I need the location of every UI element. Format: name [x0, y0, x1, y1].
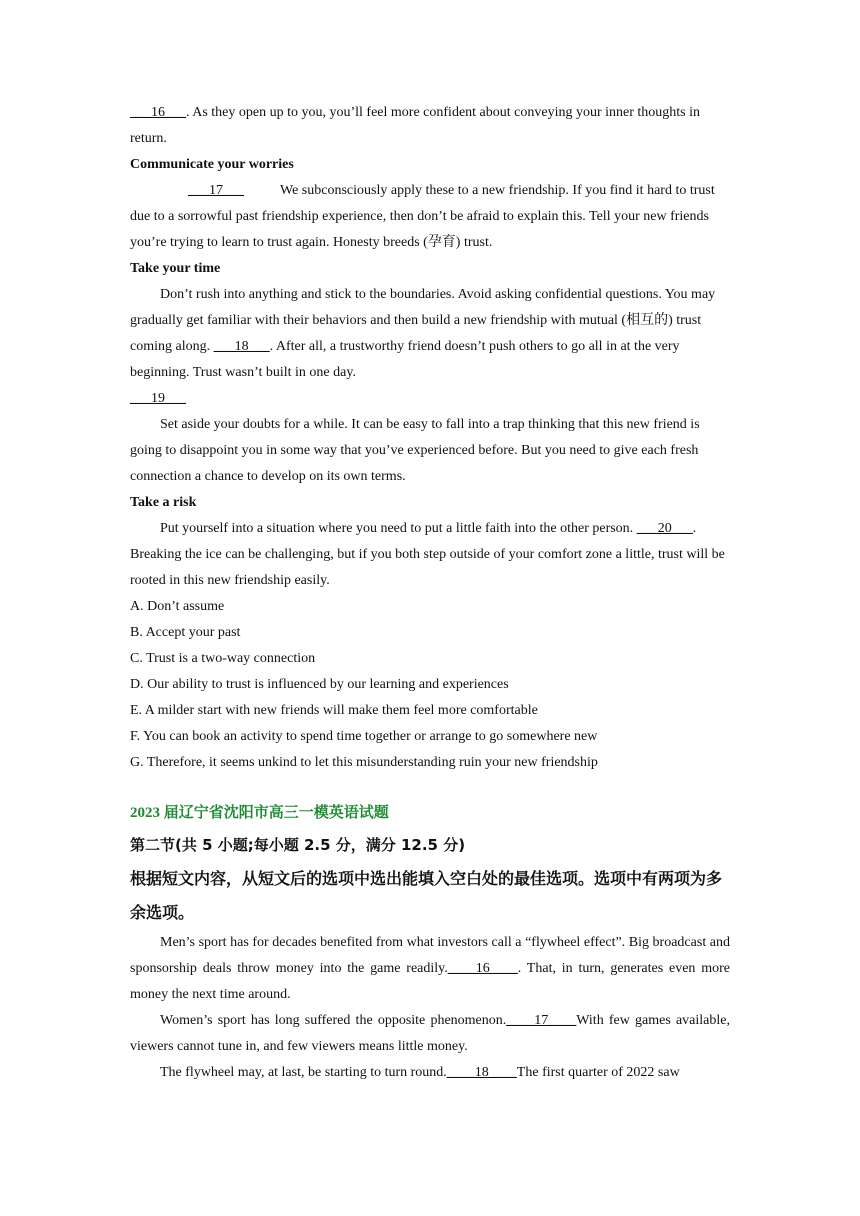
- passage2-paragraph-2-text-a: Women’s sport has long suffered the opposite phenomenon.: [160, 1013, 507, 1028]
- blank-17: ___17___: [188, 183, 244, 198]
- passage2-paragraph-1: [130, 930, 730, 1008]
- passage2-paragraph-1-text-a: Men’s sport has for decades benefited from what investors call a “flywheel effect”. Big broadcast and sponsorship deals throw money into the game readily.: [130, 935, 730, 976]
- blank-19: ___19___: [130, 391, 186, 406]
- heading-communicate-worries: Communicate your worries: [130, 157, 294, 172]
- passage2-paragraph-3: [130, 1060, 730, 1086]
- section-subtitle: 第二节(共 5 小题;每小题 2.5 分，满分 12.5 分): [130, 836, 466, 854]
- option-c: C. Trust is a two-way connection: [130, 651, 316, 666]
- paragraph-17: [130, 178, 730, 256]
- paragraph-16-text: . As they open up to you, you’ll feel more confident about conveying your inner thoughts in return.: [130, 105, 701, 146]
- heading-blank-19: [130, 386, 730, 412]
- passage2-paragraph-3-text-b: The first quarter of 2022 saw: [516, 1065, 680, 1080]
- section-instructions: 根据短文内容，从短文后的选项中选出能填入空白处的最佳选项。选项中有两项为多余选项。: [130, 869, 723, 922]
- passage2-blank-18: ____18____: [446, 1065, 517, 1080]
- paragraph-20-text-b: . Breaking the ice can be challenging, but if you both step outside of your comfort zone a little, trust will be rooted in this new friendship easily.: [130, 521, 725, 588]
- exam-title: 2023 届辽宁省沈阳市高三一模英语试题: [130, 805, 389, 821]
- passage2-blank-16: ____16____: [447, 961, 518, 976]
- paragraph-19: Set aside your doubts for a while. It can be easy to fall into a trap thinking that this new friend is going to disappoint you in some way that you’ve experienced before. But you need to give each fresh connection a chance to develop on its own terms.: [130, 417, 700, 484]
- paragraph-18-text-a: Don’t rush into anything and stick to the boundaries. Avoid asking confidential questions. You may gradually get familiar with their behaviors and then build a new friendship with mutual (相互的) trust coming along.: [130, 287, 716, 354]
- heading-take-a-risk: Take a risk: [130, 495, 197, 510]
- paragraph-18-text-b: . After all, a trustworthy friend doesn’t push others to go all in at the very beginning. Trust wasn’t built in one day.: [130, 339, 680, 380]
- paragraph-16-continuation: [130, 100, 730, 152]
- document-content: [130, 100, 730, 1086]
- paragraph-17-text: We subconsciously apply these to a new friendship. If you find it hard to trust due to a sorrowful past friendship experience, then don’t be afraid to explain this. Tell your new friends you’re trying to learn to trust again. Honesty breeds (孕育) trust.: [130, 183, 715, 250]
- heading-take-your-time: Take your time: [130, 261, 221, 276]
- blank-16: ___16___: [130, 105, 186, 120]
- option-e: E. A milder start with new friends will make them feel more comfortable: [130, 703, 538, 718]
- passage2-paragraph-1-text-b: . That, in turn, generates even more money the next time around.: [130, 961, 730, 1002]
- option-b: B. Accept your past: [130, 625, 241, 640]
- passage2-paragraph-3-text-a: The flywheel may, at last, be starting to turn round.: [160, 1065, 447, 1080]
- paragraph-20: [130, 516, 730, 594]
- passage2-blank-17: ____17____: [506, 1013, 577, 1028]
- paragraph-18: [130, 282, 730, 386]
- passage2-paragraph-2-text-b: With few games available, viewers cannot tune in, and few viewers means little money.: [130, 1013, 730, 1054]
- option-d: D. Our ability to trust is influenced by our learning and experiences: [130, 677, 509, 692]
- option-f: F. You can book an activity to spend time together or arrange to go somewhere new: [130, 729, 598, 744]
- passage2-paragraph-2: [130, 1008, 730, 1060]
- blank-20: ___20___: [636, 521, 693, 536]
- blank-18: ___18___: [213, 339, 270, 354]
- option-a: A. Don’t assume: [130, 599, 225, 614]
- option-g: G. Therefore, it seems unkind to let this misunderstanding ruin your new friendship: [130, 755, 598, 770]
- paragraph-20-text-a: Put yourself into a situation where you need to put a little faith into the other person.: [160, 521, 634, 536]
- options-list: [130, 594, 730, 776]
